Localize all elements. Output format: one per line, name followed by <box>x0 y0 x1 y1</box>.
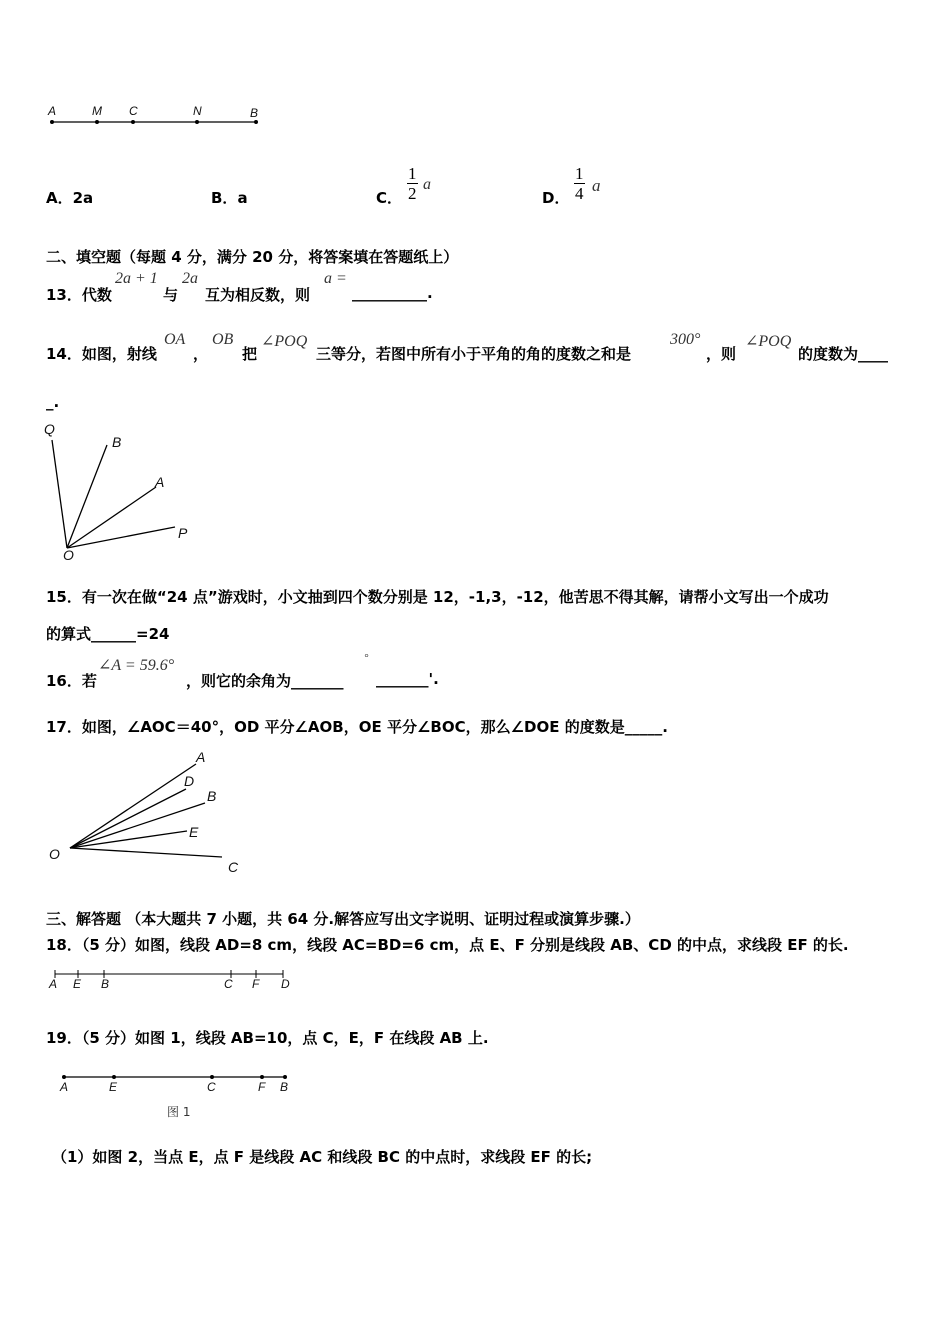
option-c-denominator: 2 <box>408 184 417 203</box>
q14-label-p: P <box>178 525 188 541</box>
q17-label-a: A <box>196 749 206 765</box>
q13-prefix: 13．代数 <box>46 286 112 304</box>
point-b-19 <box>283 1075 287 1079</box>
q14-mid3: ，则 <box>706 345 737 363</box>
option-d-label[interactable]: D． <box>542 189 570 207</box>
option-a-value: 2a <box>72 189 94 207</box>
q17-label-d: D <box>184 773 195 789</box>
q14-label-o: O <box>63 547 74 563</box>
q18-label-c: C <box>224 977 233 991</box>
q14-sum: 300° <box>670 331 701 348</box>
q14-mid: 把 <box>242 345 258 363</box>
q13-expr1: 2a + 1 <box>115 270 158 287</box>
point-c-19 <box>210 1075 214 1079</box>
q17-label-o: O <box>49 846 60 862</box>
option-c-label[interactable]: C． <box>376 189 403 207</box>
point-a-19 <box>62 1075 66 1079</box>
q14-label-a: A <box>155 474 165 490</box>
q14-label-q: Q <box>44 421 55 437</box>
point-e-19 <box>112 1075 116 1079</box>
q19-label-f: F <box>258 1080 266 1094</box>
q14-ray2: OB <box>212 331 234 348</box>
label-a: A <box>48 104 57 118</box>
q13-mid: 与 <box>163 286 179 304</box>
label-c: C <box>129 104 138 118</box>
q18-label-f: F <box>252 977 260 991</box>
q14-mid2: 三等分，若图中所有小于平角的角的度数之和是 <box>316 345 632 363</box>
q18-label-b: B <box>101 977 110 991</box>
q19-label-a: A <box>60 1080 69 1094</box>
q16-prefix: 16．若 <box>46 672 97 690</box>
q16-degree: ° <box>364 652 369 664</box>
q14-label-b: B <box>112 434 122 450</box>
q16-answer-blank-1[interactable]: ，则它的余角为_______ <box>186 672 344 690</box>
q14-ray1: OA <box>164 331 186 348</box>
q19-label-b: B <box>280 1080 289 1094</box>
q17-text: 17．如图，∠AOC＝40°，OD 平分∠AOB，OE 平分∠BOC，那么∠DOE 的度数是_____. <box>46 718 668 736</box>
option-b-label: B． <box>211 189 238 207</box>
q17-label-b: B <box>207 788 217 804</box>
q18-label-d: D <box>281 977 290 991</box>
point-f-19 <box>260 1075 264 1079</box>
q13-answer-blank[interactable]: __________. <box>352 284 433 302</box>
q19-figure-caption: 图 1 <box>167 1105 191 1119</box>
q14-prefix: 14．如图，射线 <box>46 345 157 363</box>
option-c-var: a <box>423 176 431 193</box>
q15-line1: 15．有一次在做“24 点”游戏时，小文抽到四个数分别是 12，-1,3，-12，他苦思不得其解，请帮小文写出一个成功 <box>46 588 829 606</box>
q17-label-e: E <box>189 824 199 840</box>
option-d-numerator: 1 <box>575 164 584 183</box>
q13-mid2: 互为相反数，则 <box>205 286 311 304</box>
q14-angle: ∠POQ <box>261 333 308 350</box>
q14-angle2: ∠POQ <box>745 333 792 350</box>
option-a-label: A． <box>46 189 73 207</box>
q16-expr: ∠A = 59.6° <box>98 657 175 674</box>
label-n: N <box>193 104 202 118</box>
q18-text: 18．（5 分）如图，线段 AD=8 cm，线段 AC=BD=6 cm，点 E、F 分别是线段 AB、CD 的中点，求线段 EF 的长. <box>46 936 849 954</box>
label-b: B <box>250 106 259 120</box>
q13-expr2: 2a <box>182 270 198 287</box>
option-b-value: a <box>237 189 248 207</box>
section2-title: 二、填空题（每题 4 分，满分 20 分，将答案填在答题纸上） <box>46 248 459 266</box>
q19-label-c: C <box>207 1080 216 1094</box>
option-d-var: a <box>592 176 601 195</box>
option-c-numerator: 1 <box>408 164 417 183</box>
q19-text: 19．（5 分）如图 1，线段 AB=10，点 C，E，F 在线段 AB 上. <box>46 1029 489 1047</box>
q13-expr3: a = <box>324 270 347 287</box>
q14-answer-blank[interactable]: 的度数为____ <box>798 345 889 363</box>
q16-answer-blank-2[interactable]: _______'. <box>376 670 439 688</box>
q14-answer-blank-end: _. <box>46 393 60 411</box>
option-d-denominator: 4 <box>575 184 584 203</box>
q17-label-c: C <box>228 859 239 875</box>
q18-label-a: A <box>49 977 58 991</box>
q15-line2: 的算式______=24 <box>46 625 170 643</box>
q19-sub1: （1）如图 2，当点 E，点 F 是线段 AC 和线段 BC 的中点时，求线段 EF 的长; <box>52 1148 593 1166</box>
q18-label-e: E <box>73 977 82 991</box>
label-m: M <box>92 104 102 118</box>
section3-title: 三、解答题 （本大题共 7 小题，共 64 分.解答应写出文字说明、证明过程或演算步骤.） <box>46 910 640 928</box>
q19-label-e: E <box>109 1080 118 1094</box>
q14-comma: ， <box>193 345 209 363</box>
